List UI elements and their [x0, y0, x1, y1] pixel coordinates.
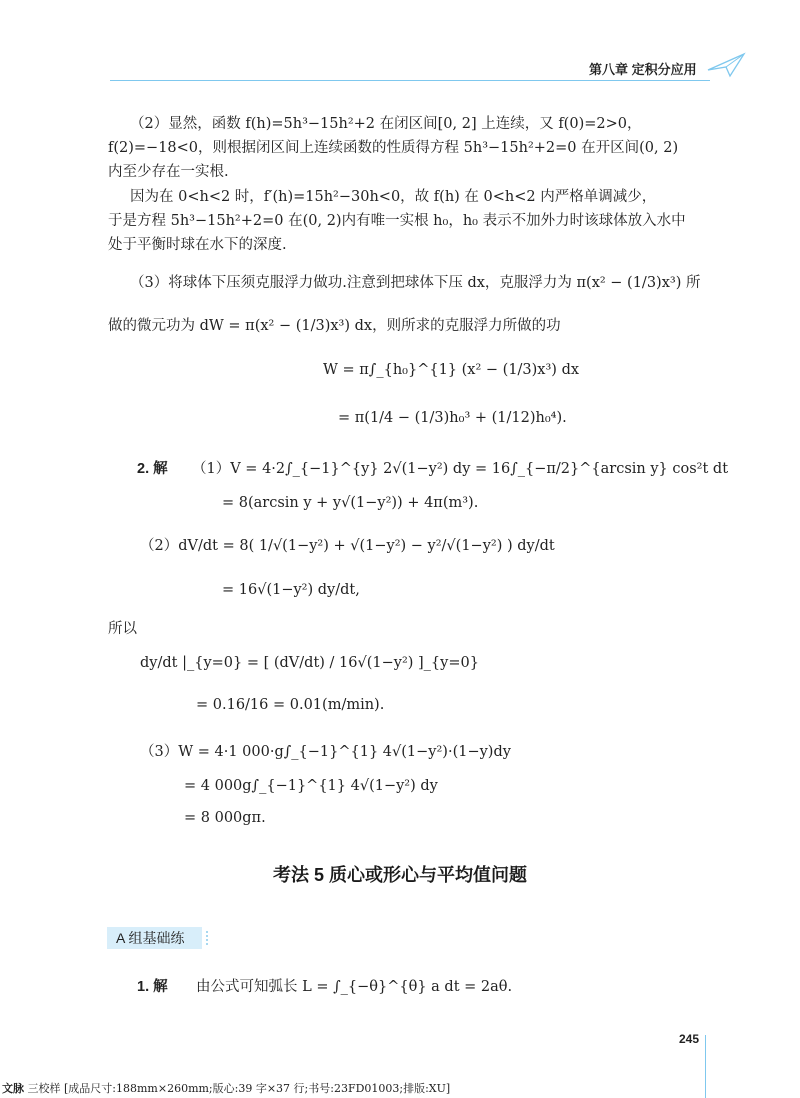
para-2-line3: 内至少存在一实根.	[108, 164, 229, 180]
solution-1-label: 1. 解	[137, 979, 168, 995]
print-footer	[2, 1080, 450, 1096]
side-rule	[705, 1035, 706, 1098]
footer-text: 三校样 [成品尺寸:188mm×260mm;版心:39 字×37 行;书号:23FD01003;排版:XU]	[27, 1082, 451, 1095]
equation-w3-1: （3）W = 4·1 000·g∫_{−1}^{1} 4√(1−y²)·(1−y)dy	[140, 744, 511, 760]
para-4-line2: 做的微元功为 dW = π(x² − (1/3)x³) dx，则所求的克服浮力所做的功	[108, 318, 561, 334]
para-3-line1: 因为在 0<h<2 时，f′(h)=15h²−30h<0，故 f(h) 在 0<h<2 内严格单调减少，	[130, 189, 657, 205]
paper-plane-icon	[706, 50, 748, 80]
footer-brand: 文脉	[2, 1083, 24, 1095]
para-3-line2: 于是方程 5h³−15h²+2=0 在(0, 2)内有唯一实根 h₀，h₀ 表示不加外力时该球体放入水中	[108, 213, 686, 229]
solution-2-label: 2. 解	[137, 461, 168, 477]
para-2-line1: （2）显然，函数 f(h)=5h³−15h²+2 在闭区间[0, 2] 上连续，又 f(0)=2>0，	[130, 116, 642, 132]
page-number: 245	[679, 1032, 700, 1046]
solution-1-text: 由公式可知弧长 L = ∫_{−θ}^{θ} a dt = 2aθ.	[196, 979, 513, 995]
equation-work-2: = π(1/4 − (1/3)h₀³ + (1/12)h₀⁴).	[338, 410, 567, 426]
equation-dydt-2: = 0.16/16 = 0.01(m/min).	[196, 697, 385, 713]
equation-w3-3: = 8 000gπ.	[184, 810, 266, 826]
equation-w3-2: = 4 000g∫_{−1}^{1} 4√(1−y²) dy	[184, 778, 438, 794]
group-tag: A 组基础练	[107, 927, 202, 949]
para-4-line1: （3）将球体下压须克服浮力做功.注意到把球体下压 dx，克服浮力为 π(x² − (1/3)x³) 所	[130, 275, 701, 291]
equation-dydt-1: dy/dt |_{y=0} = [ (dV/dt) / 16√(1−y²) ]_{y=0}	[140, 655, 479, 671]
equation-volume-1: （1）V = 4·2∫_{−1}^{y} 2√(1−y²) dy = 16∫_{−π/2}^{arcsin y} cos²t dt	[192, 461, 729, 477]
header-rule	[110, 80, 710, 81]
para-3-line3: 处于平衡时球在水下的深度.	[108, 237, 287, 253]
chapter-header: 第八章 定积分应用	[589, 62, 697, 77]
para-2-line2: f(2)=−18<0，则根据闭区间上连续函数的性质得方程 5h³−15h²+2=0 在开区间(0, 2)	[108, 140, 679, 156]
so-label: 所以	[108, 621, 137, 637]
section-title: 考法 5 质心或形心与平均值问题	[272, 865, 527, 885]
equation-volume-2: = 8(arcsin y + y√(1−y²)) + 4π(m³).	[222, 495, 479, 511]
equation-rate-1: （2）dV/dt = 8( 1/√(1−y²) + √(1−y²) − y²/√(1−y²) ) dy/dt	[140, 538, 555, 554]
equation-rate-2: = 16√(1−y²) dy/dt,	[222, 582, 360, 598]
equation-work-1: W = π∫_{h₀}^{1} (x² − (1/3)x³) dx	[323, 362, 580, 378]
